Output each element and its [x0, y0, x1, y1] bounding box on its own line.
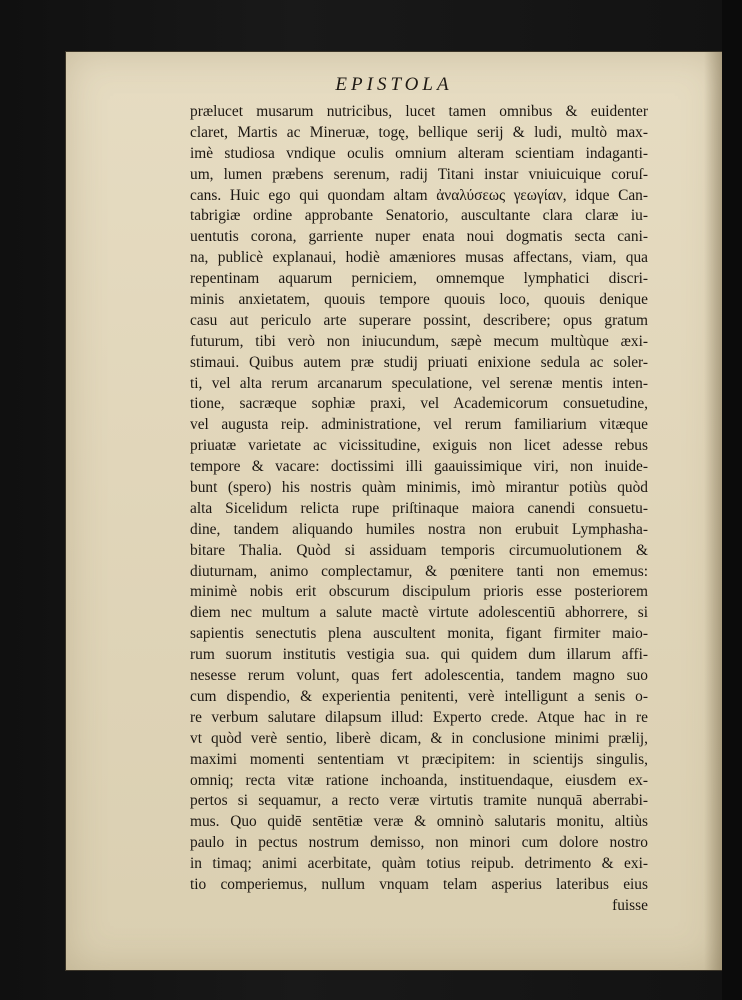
text-line: alta Sicelidum relicta rupe priſtinaque maiora canendi consuetu-	[190, 499, 648, 517]
text-line: casu aut periculo arte superare possint, describere; opus gratum	[190, 311, 648, 329]
text-line: minimè nobis erit obscurum discipulum prioris esse posteriorem	[190, 583, 648, 601]
text-line: dine, tandem aliquando humiles nostra non erubuit Lymphasha-	[190, 520, 648, 538]
text-line: pertos si sequamur, a recto veræ virtutis tramite nunquā aberrabi-	[190, 792, 648, 810]
text-line: in timaq; animi acerbitate, quàm totius reipub. detrimento & exi-	[190, 855, 648, 873]
text-line: omniq; recta vitæ ratione inchoanda, instituendaque, eiusdem ex-	[190, 771, 648, 789]
body-text	[190, 102, 648, 917]
text-line: diuturnam, animo complectamur, & pœnitere tanti non ememus:	[190, 562, 648, 580]
text-line: cans. Huic ego qui quondam altam ἀναλύσεως γεωγίαν, idque Can-	[190, 186, 648, 204]
text-line: ti, vel alta rerum arcanarum speculatione, vel serenæ mentis inten-	[190, 374, 648, 392]
book-page	[66, 52, 722, 970]
text-line: tempore & vacare: doctissimi illi gaauissimique viri, non inuide-	[190, 458, 648, 476]
text-line: stimaui. Quibus autem præ studij priuati enixione sedula ac soler-	[190, 353, 648, 371]
text-line: futurum, tibi verò non iniucundum, sæpè mecum multùque æxi-	[190, 332, 648, 350]
text-line: minis anxietatem, quouis tempore quouis loco, quouis denique	[190, 291, 648, 309]
text-line: prælucet musarum nutricibus, lucet tamen omnibus & euidenter	[190, 103, 648, 120]
text-line: cum dispendio, & experientia penitenti, verè intelligunt a senis o-	[190, 687, 648, 705]
text-line: imè studiosa vndique oculis omnium alteram scientiam indaganti-	[190, 144, 648, 162]
text-line: uentutis corona, garriente nuper enata noui dogmatis secta cani-	[190, 228, 648, 246]
catchword: fuisse	[612, 896, 648, 914]
text-line: paulo in pectus nostrum demisso, non minori cum dolore nostro	[190, 834, 648, 852]
text-line: bunt (spero) his nostris quàm minimis, imò mirantur potiùs quòd	[190, 479, 648, 497]
text-line: mus. Quo quidē sentētiæ veræ & omninò salutaris monitu, altiùs	[190, 813, 648, 831]
text-line: claret, Martis ac Mineruæ, togę, bellique serij & ludi, multò max-	[190, 123, 648, 141]
text-line: tabrigiæ ordine approbante Senatorio, auscultante clara claræ iu-	[190, 207, 648, 225]
text-line: um, lumen præbens serenum, radij Titani instar vniuicuique coruſ-	[190, 165, 648, 183]
text-line: tione, sacræque sophiæ praxi, vel Academicorum consuetudine,	[190, 395, 648, 413]
text-line: re verbum salutare dilapsum illud: Experto crede. Atque hac in re	[190, 708, 648, 726]
facing-page-edge	[722, 0, 742, 1000]
running-head: EPISTOLA	[335, 74, 453, 95]
text-line: maximi momenti sententiam vt præcipitem: in scientijs singulis,	[190, 750, 648, 768]
text-line: repentinam aquarum perniciem, omnemque lymphatici discri-	[190, 270, 648, 288]
text-line: na, publicè explanaui, hodiè amæniores musas affectans, viam, qua	[190, 249, 648, 267]
text-line: bitare Thalia. Quòd si assiduam temporis circumuolutionem &	[190, 541, 648, 559]
text-line: diem nec multum a salute mactè virtute adolescentiū abhorrere, si	[190, 604, 648, 622]
text-line: nesesse rerum volunt, quas fert adolescentia, tandem magno suo	[190, 667, 648, 685]
text-line: priuatæ varietate ac vicissitudine, exiguis non licet adesse rebus	[190, 437, 648, 455]
text-line: tio comperiemus, nullum vnquam telam asperius lateribus eius	[190, 875, 648, 893]
text-line: vel augusta reip. administratione, vel rerum familiarium vitæque	[190, 416, 648, 434]
page-gutter-shadow	[704, 52, 722, 970]
text-line: vt quòd verè sentio, liberè dicam, & in conclusione minimi prælij,	[190, 729, 648, 747]
text-line: sapientis senectutis plena auscultent monita, figant firmiter maio-	[190, 625, 648, 643]
text-line: rum suorum institutis vestigia sua. qui quidem dum illarum affi-	[190, 646, 648, 664]
